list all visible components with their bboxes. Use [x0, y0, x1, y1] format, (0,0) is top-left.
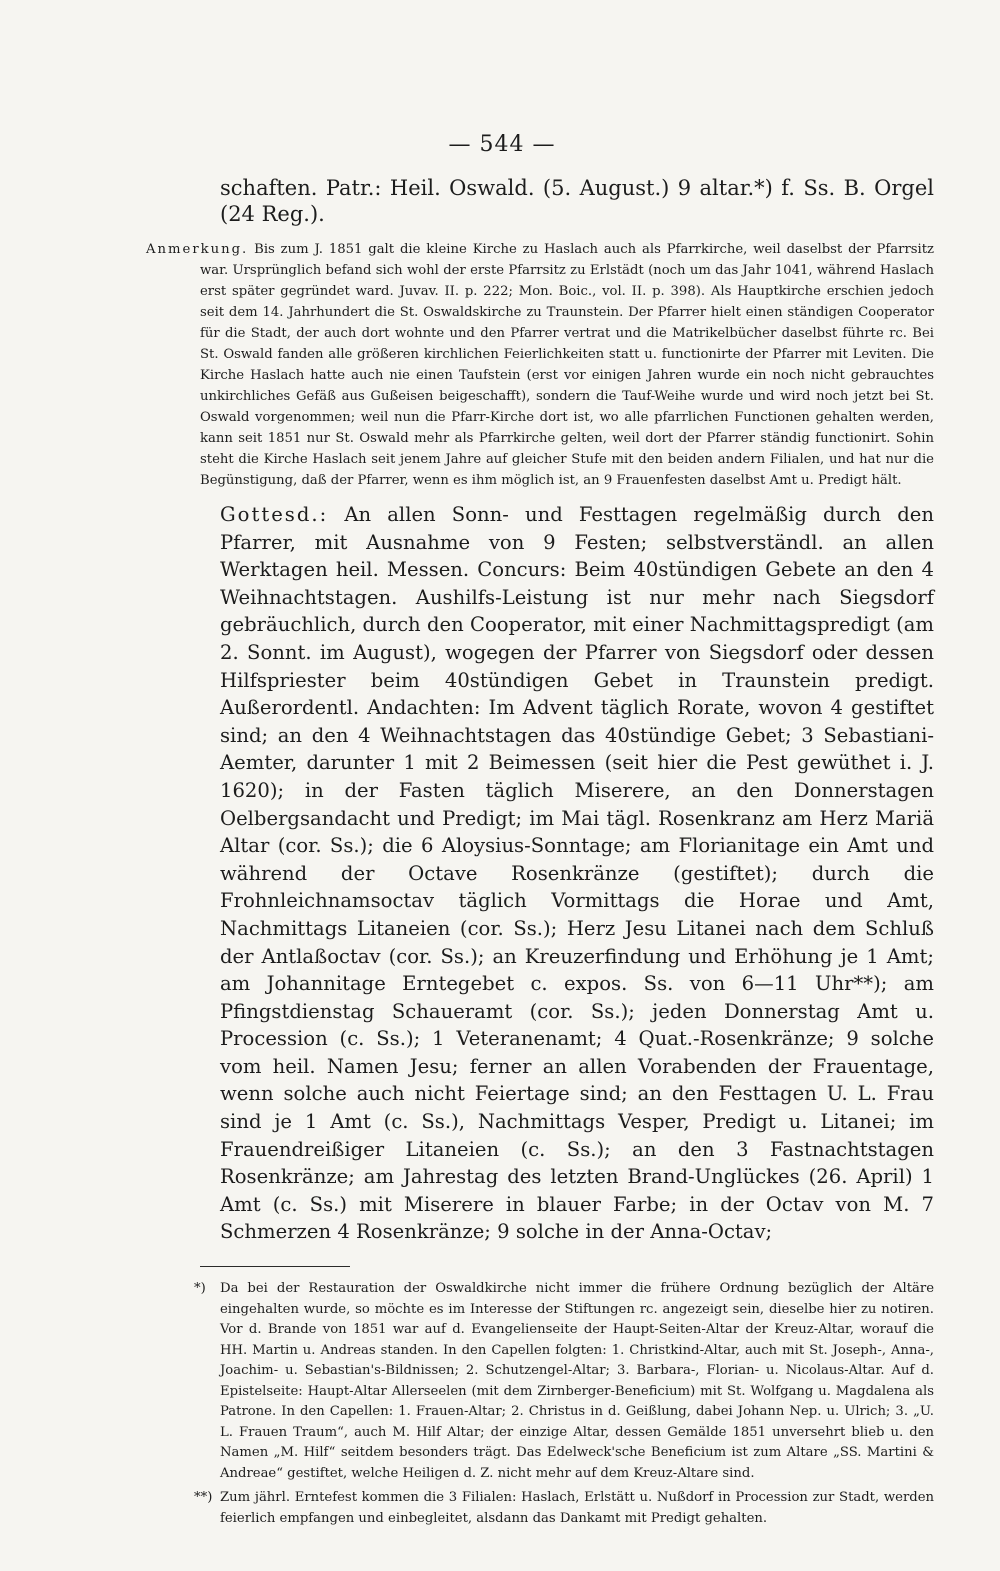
anmerkung-label: Anmerkung. — [146, 242, 249, 257]
footnote-2-text: Zum jährl. Erntefest kommen die 3 Filialen: Haslach, Erlstätt u. Nußdorf in Procession zur Stadt, werden feierlich empfangen und einbegleitet, alsdann das Dankamt mit Predigt gehalten. — [220, 1490, 934, 1526]
footnote-1-text: Da bei der Restauration der Oswaldkirche nicht immer die frühere Ordnung bezüglich der Altäre eingehalten wurde, so möchte es im Interesse der Stiftungen rc. angezeigt sein, dieselbe hier zu notiren. Vor d. Brande von 1851 war auf d. Evangelienseite der Haupt-Seiten-Altar der Kreuz-Altar, worauf die HH. Martin u. Andreas standen. In den Capellen folgten: 1. Christkind-Altar, auch mit St. Joseph-, Anna-, Joachim- u. Sebastian's-Bildnissen; 2. Schutzengel-Altar; 3. Barbara-, Florian- u. Nicolaus-Altar. Auf d. Epistelseite: Haupt-Altar Allerseelen (mit dem Zirnberger-Beneficium) mit St. Wolfgang u. Magdalena als Patrone. In den Capellen: 1. Frauen-Altar; 2. Christus in d. Geißlung, dabei Johann Nep. u. Ulrich; 3. „U. L. Frauen Traum“, auch M. Hilf Altar; der einzige Altar, dessen Gemälde 1851 unversehrt blieb u. den Namen „M. Hilf“ seitdem besonders trägt. Das Edelweck'sche Beneficium ist zum Altare „SS. Martini & Andreae“ gestiftet, welche Heiligen d. Z. nicht mehr auf dem Kreuz-Altare sind. — [220, 1281, 934, 1481]
gottesdienst-text: An allen Sonn- und Festtagen regelmäßig durch den Pfarrer, mit Ausnahme von 9 Festen; selbstverständl. an allen Werktagen heil. Messen. Concurs: Beim 40stündigen Gebete an den 4 Weihnachtstagen. Aushilfs-Leistung ist nur mehr nach Siegsdorf gebräuchlich, durch den Cooperator, mit einer Nachmittagspredigt (am 2. Sonnt. im August), wogegen der Pfarrer von Siegsdorf oder dessen Hilfspriester beim 40stündigen Gebet in Traunstein predigt. Außerordentl. Andachten: Im Advent täglich Rorate, wovon 4 gestiftet sind; an den 4 Weihnachtstagen das 40stündige Gebet; 3 Sebastiani-Aemter, darunter 1 mit 2 Beimessen (seit hier die Pest gewüthet i. J. 1620); in der Fasten täglich Miserere, an den Donnerstagen Oelbergsandacht und Predigt; im Mai tägl. Rosenkranz am Herz Mariä Altar (cor. Ss.); die 6 Aloysius-Sonntage; am Florianitage ein Amt und während der Octave Rosenkränze (gestiftet); durch die Frohnleichnamsoctav täglich Vormittags die Horae und Amt, Nachmittags Litaneien (cor. Ss.); Herz Jesu Litanei nach dem Schluß der Antlaßoctav (cor. Ss.); an Kreuzerfindung und Erhöhung je 1 Amt; am Johannitage Erntegebet c. expos. Ss. von 6—11 Uhr**); am Pfingstdienstag Schaueramt (cor. Ss.); jeden Donnerstag Amt u. Procession (c. Ss.); 1 Veteranenamt; 4 Quat.-Rosenkränze; 9 solche vom heil. Namen Jesu; ferner an allen Vorabenden der Frauentage, wenn solche auch nicht Feiertage sind; an den Festtagen U. L. Frau sind je 1 Amt (c. Ss.), Nachmittags Vesper, Predigt u. Litanei; im Frauendreißiger Litaneien (c. Ss.); an den 3 Fastnachtstagen Rosenkränze; am Jahrestag des letzten Brand-Unglückes (26. April) 1 Amt (c. Ss.) mit Miserere in blauer Farbe; in der Octav von M. 7 Schmerzen 4 Rosenkränze; 9 solche in der Anna-Octav; — [220, 503, 935, 1244]
footnote-1 — [194, 1279, 934, 1484]
anmerkung-paragraph — [146, 239, 934, 491]
lead-paragraph: schaften. Patr.: Heil. Oswald. (5. August.) 9 altar.*) f. Ss. B. Orgel (24 Reg.). — [220, 176, 934, 226]
gottesdienst-label: Gottesd.: — [220, 503, 329, 526]
footnote-2 — [194, 1488, 934, 1529]
footnote-2-marker: **) — [194, 1490, 213, 1506]
footnote-1-marker: *) — [194, 1281, 206, 1297]
anmerkung-text: Bis zum J. 1851 galt die kleine Kirche zu Haslach auch als Pfarrkirche, weil daselbst der Pfarrsitz war. Ursprünglich befand sich wohl der erste Pfarrsitz zu Erlstädt (noch um das Jahr 1041, während Haslach erst später gegründet ward. Juvav. II. p. 222; Mon. Boic., vol. II. p. 398). Als Hauptkirche erschien jedoch seit dem 14. Jahrhundert die St. Oswaldskirche zu Traunstein. Der Pfarrer hielt einen ständigen Cooperator für die Stadt, der auch dort wohnte und den Pfarrer vertrat und die Matrikelbücher daselbst führte rc. Bei St. Oswald fanden alle größeren kirchlichen Feierlichkeiten statt u. functionirte der Pfarrer mit Leviten. Die Kirche Haslach hatte auch nie einen Taufstein (erst vor einigen Jahren wurde ein noch nicht gebrauchtes unkirchliches Gefäß aus Gußeisen beigeschafft), sondern die Tauf-Weihe wurde und wird noch jetzt bei St. Oswald vorgenommen; weil nun die Pfarr-Kirche dort ist, wo alle pfarrlichen Functionen gehalten werden, kann seit 1851 nur St. Oswald mehr als Pfarrkirche gelten, weil dort der Pfarrer ständig functionirt. Sohin steht die Kirche Haslach seit jenem Jahre auf gleicher Stufe mit den beiden andern Filialen, und hat nur die Begünstigung, daß der Pfarrer, wenn es ihm möglich ist, an 9 Frauenfesten daselbst Amt u. Predigt hält. — [200, 242, 934, 488]
page-number: — 544 — — [448, 132, 556, 157]
footnote-divider — [200, 1266, 350, 1267]
gottesdienst-paragraph — [220, 501, 934, 1246]
